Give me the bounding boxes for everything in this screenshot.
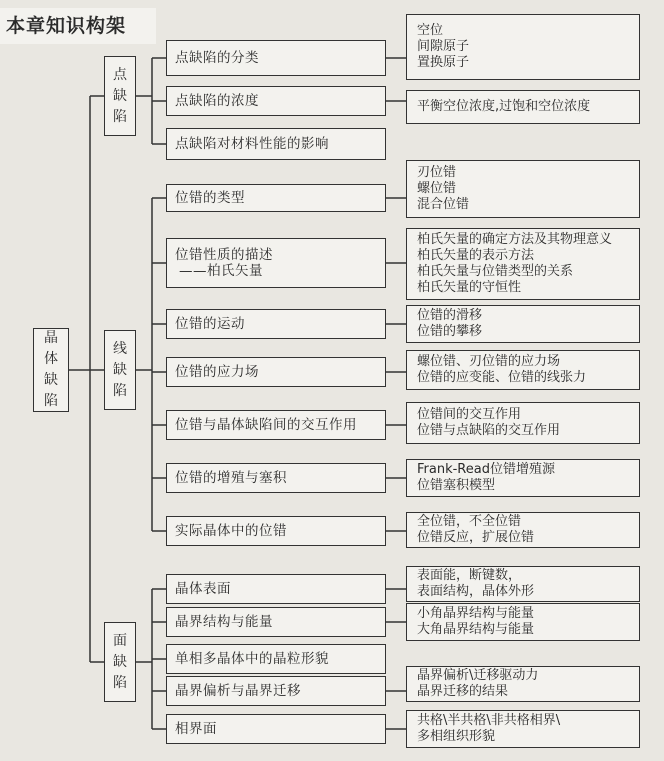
detail-line: 大角晶界结构与能量 — [417, 622, 535, 637]
topic-box — [166, 607, 386, 637]
topic-box — [166, 463, 386, 493]
detail-box — [406, 566, 640, 602]
detail-line: 位错与点缺陷的交互作用 — [417, 423, 561, 438]
branch-label-char: 缺 — [113, 87, 127, 104]
topic-label: 点缺陷的分类 — [175, 50, 259, 66]
branch-label-char: 陷 — [113, 382, 127, 399]
detail-line: 平衡空位浓度,过饱和空位浓度 — [417, 99, 591, 114]
branch-label-char: 面 — [113, 632, 127, 649]
detail-line: 多相组织形貌 — [417, 729, 496, 744]
root-label-char: 晶 — [44, 330, 58, 346]
topic-box — [166, 238, 386, 288]
topic-label: ——柏氏矢量 — [179, 263, 263, 279]
topic-label: 相界面 — [175, 721, 217, 737]
detail-line: 刃位错 — [417, 165, 457, 180]
detail-line: 共格\半共格\非共格相界\ — [417, 713, 561, 728]
topic-label: 晶体表面 — [175, 581, 231, 597]
detail-line: 柏氏矢量与位错类型的关系 — [417, 264, 574, 279]
detail-line: 全位错，不全位错 — [417, 514, 522, 529]
detail-line: 位错的滑移 — [417, 308, 483, 323]
branch-label-char: 线 — [113, 340, 127, 357]
detail-line: 位错间的交互作用 — [417, 407, 522, 422]
detail-line: 晶界迁移的结果 — [417, 684, 509, 699]
topic-label: 晶界结构与能量 — [175, 614, 273, 630]
topic-label: 点缺陷的浓度 — [175, 93, 259, 109]
detail-box — [406, 305, 640, 343]
root-node-crystal-defects — [33, 328, 69, 412]
topic-label: 位错性质的描述 — [175, 247, 273, 263]
topic-label: 位错的增殖与塞积 — [175, 470, 287, 486]
detail-line: 柏氏矢量的表示方法 — [417, 248, 535, 263]
branch-label-char: 缺 — [113, 361, 127, 378]
topic-label: 单相多晶体中的晶粒形貌 — [175, 651, 329, 667]
detail-box — [406, 14, 640, 80]
detail-box — [406, 350, 640, 390]
topic-box — [166, 516, 386, 546]
detail-line: 小角晶界结构与能量 — [417, 606, 535, 621]
branch-node-line-defects — [104, 330, 136, 410]
root-label-char: 体 — [44, 351, 58, 367]
topic-label: 晶界偏析与晶界迁移 — [175, 683, 301, 699]
root-label-char: 缺 — [44, 372, 58, 388]
detail-line: 表面结构，晶体外形 — [417, 584, 535, 599]
topic-box — [166, 40, 386, 76]
detail-line: 螺位错、刃位错的应力场 — [417, 354, 561, 369]
branch-label-char: 陷 — [113, 674, 127, 691]
topic-label: 位错与晶体缺陷间的交互作用 — [175, 417, 357, 433]
branch-label-char: 缺 — [113, 653, 127, 670]
detail-line: 晶界偏析\迁移驱动力 — [417, 668, 539, 683]
detail-box — [406, 160, 640, 218]
detail-line: 混合位错 — [417, 197, 470, 212]
branch-node-point-defects — [104, 56, 136, 136]
detail-box — [406, 459, 640, 497]
detail-box — [406, 402, 640, 444]
topic-label: 位错的应力场 — [175, 364, 259, 380]
topic-box — [166, 184, 386, 212]
root-label-char: 陷 — [44, 393, 58, 409]
topic-box — [166, 676, 386, 706]
topic-box — [166, 86, 386, 116]
detail-line: 位错的应变能、位错的线张力 — [417, 370, 587, 385]
detail-line: 柏氏矢量的守恒性 — [417, 280, 522, 295]
topic-label: 实际晶体中的位错 — [175, 523, 287, 539]
detail-line: 置换原子 — [417, 55, 470, 70]
branch-node-surface-defects — [104, 622, 136, 702]
detail-line: 表面能，断键数， — [417, 568, 522, 583]
topic-box — [166, 714, 386, 744]
topic-label: 位错的运动 — [175, 316, 245, 332]
branch-label-char: 陷 — [113, 108, 127, 125]
branch-label-char: 点 — [113, 66, 127, 83]
detail-line: 位错塞积模型 — [417, 478, 496, 493]
topic-label: 位错的类型 — [175, 190, 245, 206]
detail-line: 间隙原子 — [417, 39, 470, 54]
detail-line: 位错反应，扩展位错 — [417, 530, 535, 545]
detail-box — [406, 90, 640, 124]
topic-box — [166, 644, 386, 674]
topic-box — [166, 128, 386, 160]
detail-line: Frank-Read位错增殖源 — [417, 462, 555, 477]
page-title: 本章知识构架 — [0, 8, 156, 44]
detail-box — [406, 710, 640, 748]
detail-box — [406, 603, 640, 641]
topic-box — [166, 357, 386, 387]
detail-line: 螺位错 — [417, 181, 457, 196]
detail-box — [406, 666, 640, 702]
detail-line: 空位 — [417, 23, 444, 38]
detail-line: 位错的攀移 — [417, 324, 483, 339]
topic-box — [166, 574, 386, 604]
detail-box — [406, 512, 640, 548]
detail-line: 柏氏矢量的确定方法及其物理意义 — [417, 232, 613, 247]
detail-box — [406, 228, 640, 300]
topic-label: 点缺陷对材料性能的影响 — [175, 136, 329, 152]
topic-box — [166, 410, 386, 440]
topic-box — [166, 309, 386, 339]
